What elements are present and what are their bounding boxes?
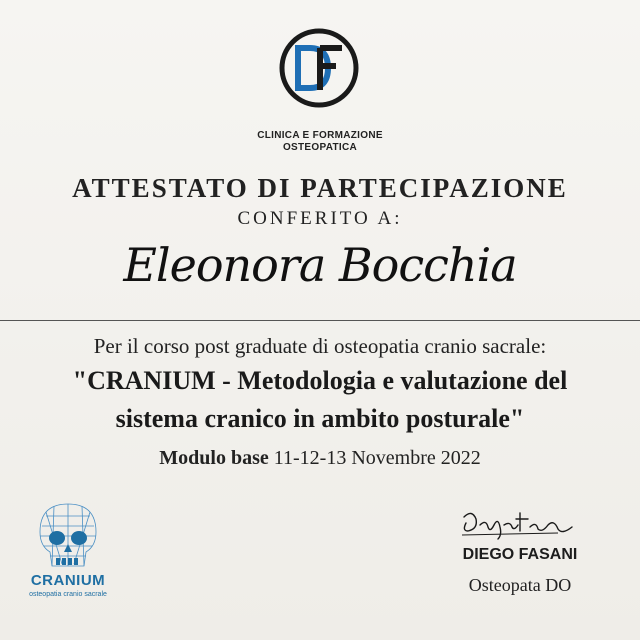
course-title-line2: sistema cranico in ambito posturale" bbox=[115, 404, 525, 433]
module-dates: 11-12-13 Novembre 2022 bbox=[273, 447, 481, 469]
certificate-subtitle: CONFERITO A: bbox=[237, 208, 403, 229]
course-title-line1: "CRANIUM - Metodologia e valutazione del bbox=[72, 366, 568, 395]
course-intro: Per il corso post graduate di osteopatia cranio sacrale: bbox=[93, 334, 547, 358]
handwritten-signature bbox=[458, 505, 576, 541]
module-label: Modulo base bbox=[159, 447, 269, 469]
org-name-line2: OSTEOPATICA bbox=[282, 142, 358, 153]
df-logo-icon bbox=[276, 28, 362, 108]
signer-name: DIEGO FASANI bbox=[462, 546, 578, 563]
module-line bbox=[0, 447, 640, 470]
course-title bbox=[0, 362, 640, 438]
divider-line bbox=[0, 320, 640, 321]
recipient-name: Eleonora Bocchia bbox=[123, 238, 517, 292]
skull-icon bbox=[28, 500, 108, 574]
signer-role: Osteopata DO bbox=[468, 575, 572, 595]
cranium-brand-name: CRANIUM bbox=[30, 572, 106, 589]
org-name-line1: CLINICA E FORMAZIONE bbox=[257, 130, 383, 141]
cranium-brand-tagline: osteopatia cranio sacrale bbox=[29, 591, 107, 598]
certificate-title: ATTESTATO DI PARTECIPAZIONE bbox=[72, 173, 568, 203]
